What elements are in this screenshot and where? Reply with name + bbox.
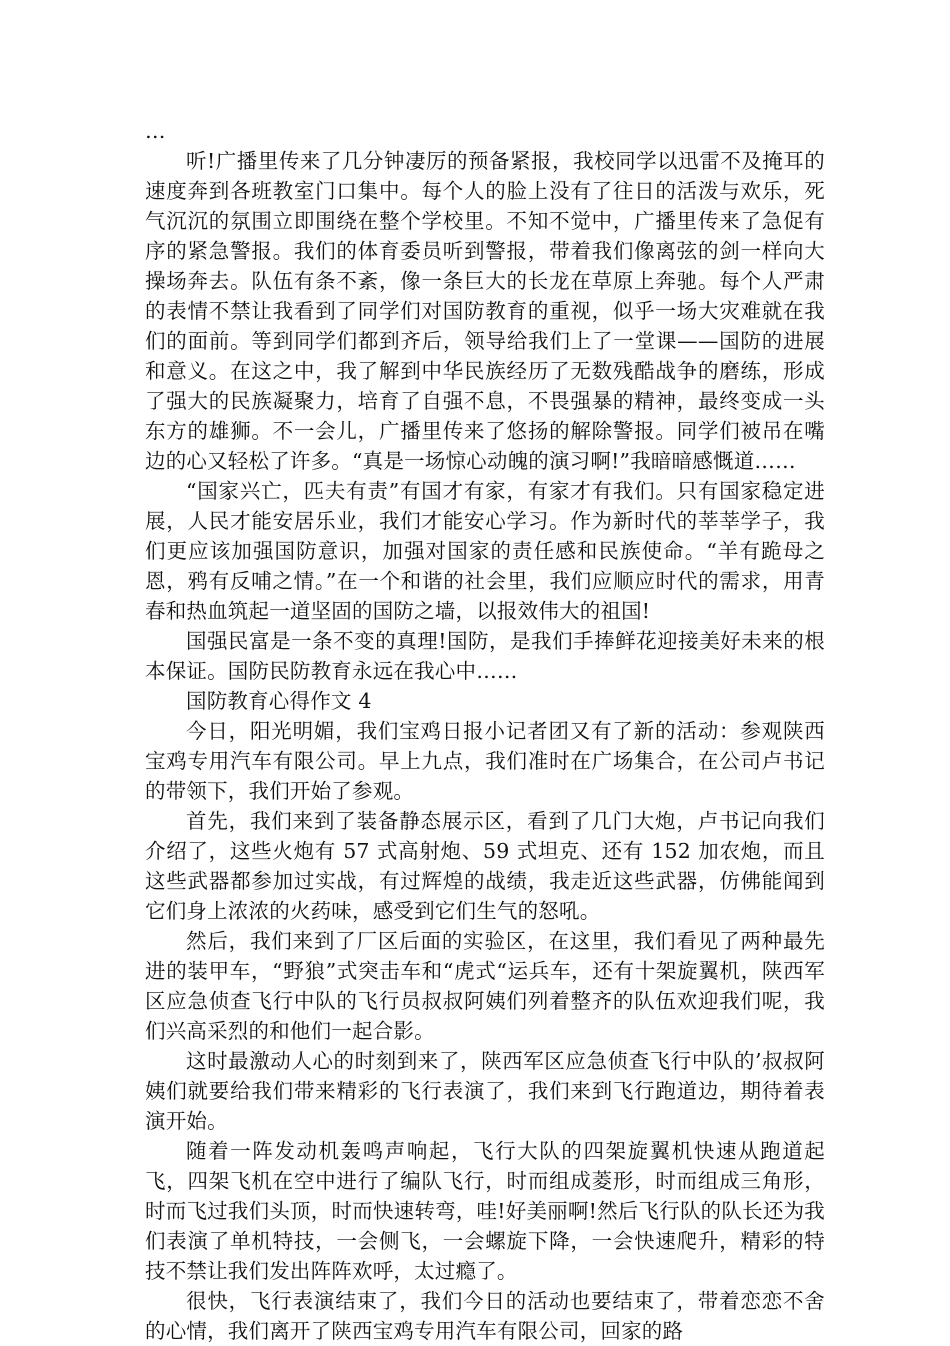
leading-ellipsis: … (145, 119, 166, 143)
paragraph-flight-show-begins: 这时最激动人心的时刻到来了，陕西军区应急侦查飞行中队的’叔叔阿姨们就要给我们带来精彩的飞行表演了，我们来到飞行跑道边，期待着表演开始。 (145, 1049, 825, 1133)
section-title: 国防教育心得作文 4 (186, 689, 372, 713)
paragraph-flight-performance: 随着一阵发动机轰鸣声响起，飞行大队的四架旋翼机快速从跑道起飞，四架飞机在空中进行了编队飞行，时而组成菱形，时而组成三角形，时而飞过我们头顶，时而快速转弯，哇!好美丽啊!然后飞行队的队长还为我们表演了单机特技，一会侧飞，一会螺旋下降，一会快速爬升，精彩的特技不禁让我们发出阵阵欢呼，太过瘾了。 (145, 1139, 825, 1283)
paragraph-air-raid-drill: 听!广播里传来了几分钟凄厉的预备紧报，我校同学以迅雷不及掩耳的速度奔到各班教室门口集中。每个人的脸上没有了往日的活泼与欢乐，死气沉沉的氛围立即围绕在整个学校里。不知不觉中，广播里传来了急促有序的紧急警报。我们的体育委员听到警报，带着我们像离弦的剑一样向大操场奔去。队伍有条不紊，像一条巨大的长龙在草原上奔驰。每个人严肃的表情不禁让我看到了同学们对国防教育的重视，似乎一场大灾难就在我们的面前。等到同学们都到齐后，领导给我们上了一堂课——国防的进展和意义。在这之中，我了解到中华民族经历了无数残酷战争的磨练，形成了强大的民族凝聚力，培育了自强不息，不畏强暴的精神，最终变成一头东方的雄狮。不一会儿，广播里传来了悠扬的解除警报。同学们被吊在嘴边的心又轻松了许多。“真是一场惊心动魄的演习啊!”我暗暗感慨道…… (145, 149, 825, 473)
paragraph-armored-vehicles: 然后，我们来到了厂区后面的实验区，在这里，我们看见了两种最先进的装甲车，“野狼”式突击车和“虎式“运兵车，还有十架旋翼机，陕西军区应急侦查飞行中队的飞行员叔叔阿姨们列着整齐的队伍欢迎我们呢，我们兴高采烈的和他们一起合影。 (145, 929, 825, 1043)
paragraph-weapons-display: 首先，我们来到了装备静态展示区，看到了几门大炮，卢书记向我们介绍了，这些火炮有 57 式高射炮、59 式坦克、还有 152 加农炮，而且这些武器都参加过实战，有过辉煌的战绩，我走近这些武器，仿佛能闻到它们身上浓浓的火药味，感受到它们生气的怒吼。 (145, 809, 825, 923)
paragraph-national-duty: “国家兴亡，匹夫有责”有国才有家，有家才有我们。只有国家稳定进展，人民才能安居乐业，我们才能安心学习。作为新时代的莘莘学子，我们更应该加强国防意识，加强对国家的责任感和民族使命。“羊有跪母之恩，鸦有反哺之情。”在一个和谐的社会里，我们应顺应时代的需求，用青春和热血筑起一道坚固的国防之墙，以报效伟大的祖国! (145, 479, 825, 623)
document-body (145, 116, 825, 1346)
paragraph-ending: 很快，飞行表演结束了，我们今日的活动也要结束了，带着恋恋不舍的心情，我们离开了陕西宝鸡专用汽车有限公司，回家的路 (145, 1289, 825, 1343)
paragraph-national-defense-conclusion: 国强民富是一条不变的真理!国防，是我们手捧鲜花迎接美好未来的根本保证。国防民防教育永远在我心中…… (145, 629, 825, 683)
paragraph-visit-intro: 今日，阳光明媚，我们宝鸡日报小记者团又有了新的活动：参观陕西宝鸡专用汽车有限公司。早上九点，我们准时在广场集合，在公司卢书记的带领下，我们开始了参观。 (145, 719, 825, 803)
